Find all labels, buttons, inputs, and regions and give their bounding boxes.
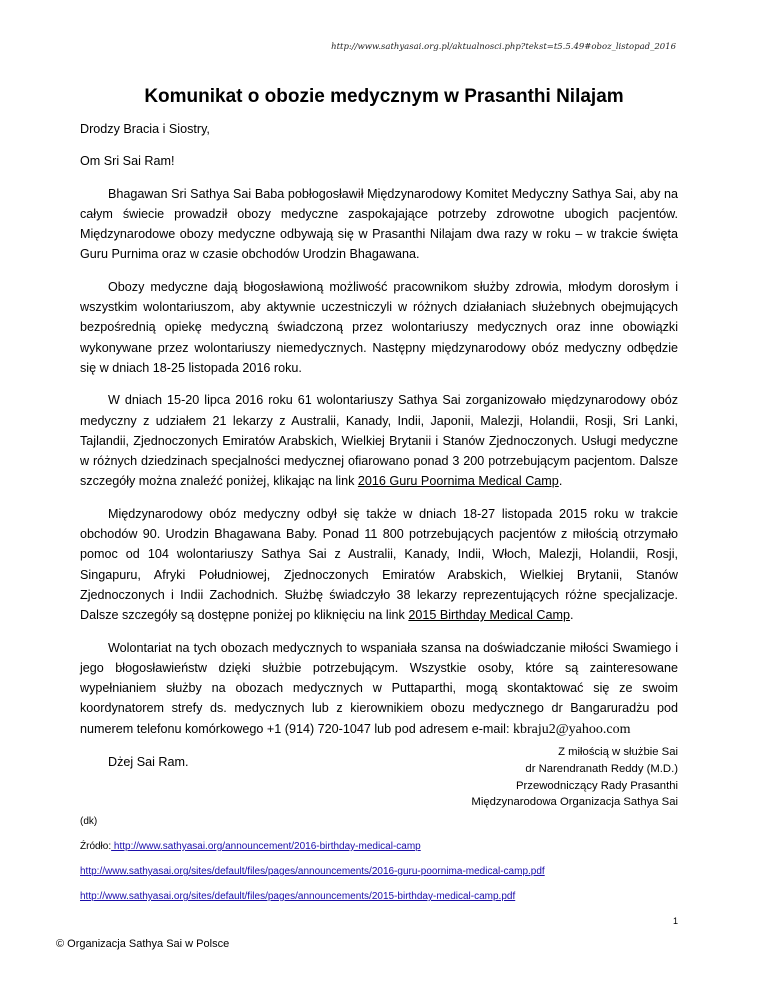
signature-line-4: Międzynarodowa Organizacja Sathya Sai — [471, 796, 678, 809]
pdf-link-2015 — [80, 891, 515, 902]
pdf-link-2015-anchor[interactable]: http://www.sathyasai.org/sites/default/files/pages/announcements/2015-birthday-medical-camp.pdf — [80, 891, 516, 902]
contact-email: kbraju2@yahoo.com — [512, 721, 631, 737]
document-body — [80, 119, 678, 784]
signature-line-1: Z miłością w służbie Sai — [558, 746, 678, 758]
paragraph-5 — [80, 638, 678, 740]
source-line — [80, 841, 421, 852]
paragraph-2: Obozy medyczne dają błogosławioną możliwość pracownikom służby zdrowia, młodym dorosłym i wszystkim wolontariuszom, aby aktywnie uczestniczyli w różnych działaniach służebnych obejmujących bezpośrednią opiekę medyczną świadczoną przez wolontariuszy medycznych oraz inne obowiązki wykonywane przez wolontariuszy niemedycznych. Następny międzynarodowy obóz medyczny odbędzie się w dniach 18-25 listopada 2016 roku. — [80, 279, 678, 375]
paragraph-4-end: . — [570, 608, 574, 623]
footer-copyright: © Organizacja Sathya Sai w Polsce — [56, 938, 230, 950]
paragraph-3 — [80, 390, 678, 491]
guru-poornima-link[interactable]: 2016 Guru Poornima Medical Camp — [357, 474, 559, 489]
page-title: Komunikat o obozie medycznym w Prasanthi Nilajam — [144, 86, 624, 107]
page-number: 1 — [672, 916, 678, 926]
source-link[interactable]: http://www.sathyasai.org/announcement/2016-birthday-medical-camp — [111, 841, 421, 852]
signature-block — [471, 744, 678, 811]
pdf-link-2016 — [80, 866, 545, 877]
greeting: Drodzy Bracia i Siostry, — [80, 122, 210, 136]
translator-initials: (dk) — [80, 816, 98, 827]
paragraph-1: Bhagawan Sri Sathya Sai Baba pobłogosławił Międzynarodowy Komitet Medyczny Sathya Sai, aby na całym świecie prowadził obozy medyczne zaspokajające potrzeby zdrowotne ubogich pacjentów. Międzynarodowe obozy medyczne odbywają się w Prasanthi Nilajam dwa razy w roku – w trakcie święta Guru Purnima oraz w czasie obchodów Urodzin Bhagawana. — [80, 186, 678, 262]
paragraph-5-text: Wolontariat na tych obozach medycznych to wspaniała szansa na doświadczanie miłości Swamiego i jego błogosławieństw dzięki służbie potrzebującym. Wszystkie osoby, które są zainteresowane wypełnianiem służby na obozach medycznych w Puttaparthi, mogą skontaktować się ze swoim koordynatorem strefy ds. medycznych lub z kierownikiem obozu medycznego dr Bangaruradżu pod numerem telefonu komórkowego +1 (914) 720-1047 lub pod adresem e-mail: — [80, 640, 678, 736]
om-sri-sai-ram: Om Sri Sai Ram! — [80, 154, 175, 169]
signature-line-2: dr Narendranath Reddy (M.D.) — [525, 762, 678, 775]
signature-line-3: Przewodniczący Rady Prasanthi — [516, 779, 678, 792]
header-url: http://www.sathyasai.org.pl/aktualnosci.php?tekst=t5.5.49#oboz_listopad_2016 — [331, 42, 676, 52]
paragraph-3-text: W dniach 15-20 lipca 2016 roku 61 wolontariuszy Sathya Sai zorganizowało międzynarodowy obóz medyczny z udziałem 21 lekarzy z Australii, Kanady, Indii, Japonii, Malezji, Holandii, Rosji, Sri Lanki, Tajlandii, Zjednoczonych Emiratów Arabskich, Wielkiej Brytanii i Stanów Zjednoczonych. Usługi medyczne w różnych dziedzinach specjalności medycznej ofiarowano ponad 3 200 potrzebującym pacjentom. Dalsze szczegóły można znaleźć poniżej, klikając na link — [80, 393, 678, 489]
source-label: Źródło: — [80, 841, 112, 852]
birthday-camp-link[interactable]: 2015 Birthday Medical Camp — [408, 608, 571, 623]
paragraph-4 — [80, 504, 678, 626]
paragraph-4-text: Międzynarodowy obóz medyczny odbył się także w dniach 18-27 listopada 2015 roku w trakcie obchodów 90. Urodzin Bhagawana Baby. Ponad 11 800 potrzebujących pacjentów z miłością otrzymało pomoc od 104 wolontariuszy Sathya Sai z Australii, Kanady, Indii, Włoch, Malezji, Holandii, Rosji, Singapuru, Afryki Południowej, Zjednoczonych Emiratów Arabskich, Wielkiej Brytanii, Stanów Zjednoczonych i Indii Zachodnich. Służbę świadczyło 38 lekarzy reprezentujących różne specjalizacje. Dalsze szczegóły są dostępne poniżej po kliknięciu na link — [80, 506, 678, 623]
paragraph-3-end: . — [558, 474, 563, 489]
closing: Dżej Sai Ram. — [108, 755, 189, 770]
pdf-link-2016-anchor[interactable]: http://www.sathyasai.org/sites/default/files/pages/announcements/2016-guru-poornima-medical-camp.pdf — [80, 866, 545, 877]
